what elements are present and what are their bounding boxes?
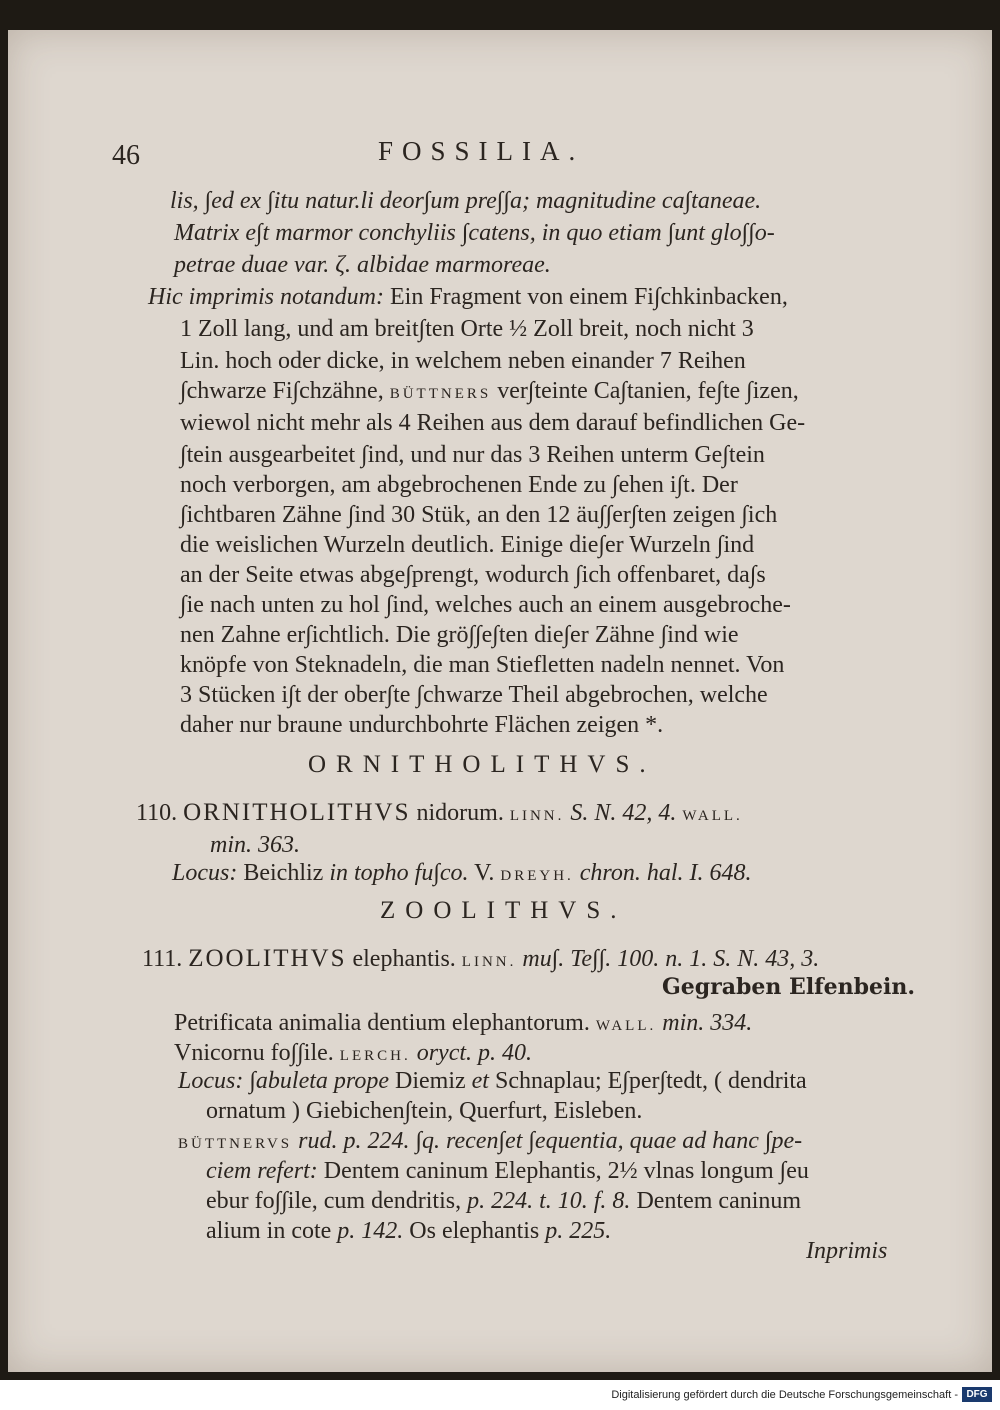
text-run: S. N. 42, 4. [564,800,683,826]
text-line [206,1156,809,1186]
text-line [172,858,752,891]
text-run: p. 225. [545,1218,612,1244]
text-run: Diemiz [389,1068,472,1094]
text-line [148,282,788,312]
text-line [136,798,743,831]
text-line [178,1066,807,1096]
text-line [180,376,799,409]
text-run: in topho fu∫co. [329,860,469,886]
text-run: ORNITHOLITHVS [183,799,411,826]
text-run: ZOOLITHVS. [380,897,627,924]
text-line [180,650,784,680]
text-run: daher nur braune undurchbohrte Flächen zeigen *. [180,712,664,738]
text-run: Locus: [172,860,238,886]
text-run: 3 Stücken i∫t der ober∫te ∫chwarze Theil abgebrochen, welche [180,682,768,708]
text-run: Dentem caninum Elephantis, 2½ vlnas longum ∫eu [317,1158,809,1184]
text-run: knöpfe von Steknadeln, die man Stiefletten nadeln nennet. Von [180,652,785,678]
text-line [174,1008,752,1041]
text-run: 111. [142,946,189,972]
text-run: rud. p. 224. ∫q. recen∫et ∫equentia, quae ad hanc ∫pe- [292,1128,803,1154]
text-run: et [471,1068,489,1094]
text-line [662,972,915,1002]
text-run: Beichliz [237,860,330,886]
book-page [8,30,992,1372]
text-line [180,500,777,530]
text-run: WALL. [682,808,743,824]
text-line [806,1236,887,1266]
running-head: FOSSILIA. [378,136,585,166]
text-run: 1 Zoll lang, und am breit∫ten Orte ½ Zoll breit, noch nicht 3 [180,316,754,342]
text-run: ciem refert: [206,1158,318,1184]
text-run: LINN. [461,954,517,970]
text-line [206,1216,611,1246]
text-line [180,680,768,710]
text-run: Gegraben Elfenbein. [662,974,916,1000]
text-run: ZOOLITHVS [188,945,347,972]
text-run: ∫ie nach unten zu hol ∫ind, welches auch an einem ausgebroche- [180,592,791,618]
text-run: ∫tein ausgearbeitet ∫ind, und nur das 3 Reihen unterm Ge∫tein [180,442,765,468]
text-run: an der Seite etwas abge∫prengt, wodurch ∫ich offenbaret, da∫s [180,562,766,588]
text-run: nidorum. [410,800,510,826]
text-run: Locus: ∫abuleta prope [178,1068,389,1094]
text-line [178,1126,802,1159]
text-run: Petrificata animalia dentium elephantorum. [174,1010,596,1036]
text-run: p. 224. t. 10. f. 8. [467,1188,631,1214]
footer-bar [0,1380,1000,1410]
text-line [180,346,746,376]
text-run: Dentem caninum [630,1188,802,1214]
text-run: min. 334. [656,1010,753,1036]
text-run: nen Zahne er∫ichtlich. Die grö∫∫e∫ten die∫er Zähne ∫ind wie [180,622,739,648]
footer-credit: Digitalisierung gefördert durch die Deutsche Forschungsgemeinschaft - [611,1389,958,1401]
text-line [174,218,775,248]
text-line [206,1096,642,1126]
text-run: ORNITHOLITHVS. [308,751,656,778]
dfg-logo: DFG [962,1387,992,1402]
section-heading [308,750,656,780]
text-run: lis, ∫ed ex ∫itu natur [170,188,355,214]
text-run: Schnaplau; E∫per∫tedt, ( dendrita [488,1068,807,1094]
text-run: ver∫teinte Ca∫tanien, fe∫te ∫izen, [491,378,799,404]
text-run: oryct. p. 40. [410,1040,533,1066]
page-number: 46 [112,140,140,171]
text-run: Os elephantis [403,1218,546,1244]
text-run: alium in cote [206,1218,338,1244]
text-run: ebur fo∫∫ile, cum dendritis, [206,1188,468,1214]
text-run: wiewol nicht mehr als 4 Reihen aus dem darauf befindlichen Ge- [180,410,806,436]
text-run: chron. hal. I. 648. [573,860,752,886]
text-run: Hic imprimis notandum: [148,284,384,310]
text-run: Matrix e∫t marmor conchyliis ∫catens, in quo etiam ∫unt glo∫∫o- [174,220,775,246]
text-run: Inprimis [806,1238,888,1264]
text-run: ∫ichtbaren Zähne ∫ind 30 Stük, an den 12 äu∫∫er∫ten zeigen ∫ich [180,502,778,528]
text-run: V. [468,860,501,886]
text-run: p. 142. [337,1218,404,1244]
text-line [170,186,761,216]
text-line [180,314,754,344]
text-line [180,408,805,438]
text-run: die weislichen Wurzeln deutlich. Einige die∫er Wurzeln ∫ind [180,532,755,558]
text-run: min. 363. [210,832,300,858]
text-run: petrae duae var. ζ. albidae marmoreae. [174,252,551,278]
text-line [210,830,300,860]
text-line [180,620,739,650]
text-run: ∫chwarze Fi∫chzähne, [180,378,390,404]
text-line [206,1186,801,1216]
text-run: noch verborgen, am abgebrochenen Ende zu ∫ehen i∫t. Der [180,472,738,498]
text-run: 110. [136,800,184,826]
text-line [180,470,738,500]
text-run: LINN. [509,808,565,824]
text-run: WALL. [595,1018,657,1034]
text-run: elephantis. [346,946,462,972]
text-run: li deor∫um pre∫∫a; magnitudine ca∫taneae. [360,188,762,214]
text-run: BÜTTNERS [389,386,492,402]
text-line [174,250,551,280]
text-line [180,560,766,590]
text-run: . [354,188,361,214]
text-line [180,440,765,470]
text-line [180,530,754,560]
text-run: LERCH. [339,1048,411,1064]
text-line [180,710,663,740]
section-heading [380,896,627,926]
text-run: Lin. hoch oder dicke, in welchem neben einander 7 Reihen [180,348,746,374]
text-run: Vnicornu fo∫∫ile. [174,1040,340,1066]
text-line [180,590,791,620]
text-run: ornatum ) Giebichen∫tein, Querfurt, Eisleben. [206,1098,643,1124]
text-run: DREYH. [500,868,574,884]
text-run: mu∫. Te∫∫. 100. n. 1. S. N. 43, 3. [516,946,820,972]
text-run: BÜTTNERVS [178,1136,293,1152]
text-run: Ein Fragment von einem Fi∫chkinbacken, [384,284,788,310]
